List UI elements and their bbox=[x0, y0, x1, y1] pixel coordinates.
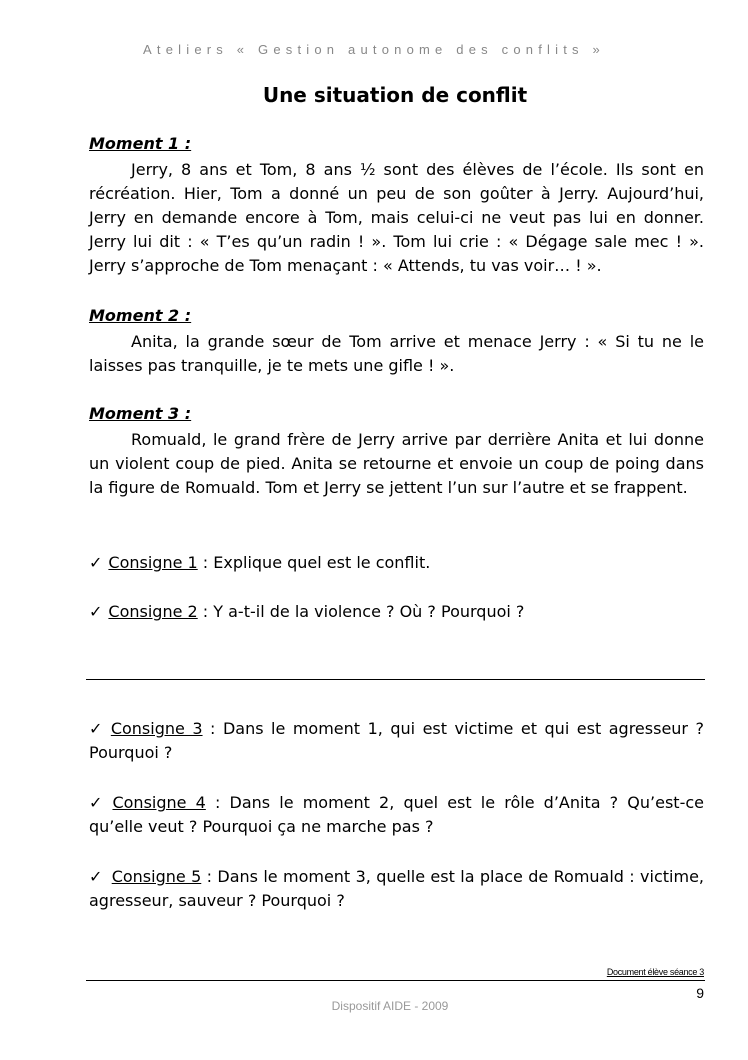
check-icon: ✓ bbox=[89, 553, 103, 572]
footer-credit: Dispositif AIDE - 2009 bbox=[331, 999, 449, 1013]
check-icon: ✓ bbox=[89, 793, 107, 812]
consigne-2 bbox=[89, 600, 704, 624]
consigne-3 bbox=[89, 717, 704, 765]
page-number: 9 bbox=[696, 985, 704, 1001]
moment-1-text: Jerry, 8 ans et Tom, 8 ans ½ sont des élèves de l’école. Ils sont en récréation. Hier, Tom a donné un peu de son goûter à Jerry. Aujourd’hui, Jerry en demande encore à Tom, mais celui-ci ne veut pas lui en donner. Jerry lui dit : « T’es qu’un radin ! ». Tom lui crie : « Dégage sale mec ! ». Jerry s’approche de Tom menaçant : « Attends, tu vas voir… ! ». bbox=[89, 160, 704, 275]
page-title: Une situation de conflit bbox=[262, 83, 528, 107]
moment-3-text: Romuald, le grand frère de Jerry arrive par derrière Anita et lui donne un violent coup de pied. Anita se retourne et envoie un coup de poing dans la figure de Romuald. Tom et Jerry se jettent l’un sur l’autre et se frappent. bbox=[89, 430, 704, 497]
consigne-1-label: Consigne 1 bbox=[108, 553, 198, 572]
consigne-3-text: : Dans le moment 1, qui est victime et qui est agresseur ? Pourquoi ? bbox=[89, 719, 704, 762]
moment-3-heading: Moment 3 : bbox=[89, 404, 192, 423]
moment-2-text: Anita, la grande sœur de Tom arrive et menace Jerry : « Si tu ne le laisses pas tranquille, je te mets une gifle ! ». bbox=[89, 332, 704, 375]
separator-line bbox=[86, 679, 705, 680]
consigne-3-label: Consigne 3 bbox=[110, 719, 203, 738]
consigne-5 bbox=[89, 865, 704, 913]
footer-line bbox=[86, 980, 705, 981]
consigne-4 bbox=[89, 791, 704, 839]
consigne-1-text: : Explique quel est le conflit. bbox=[197, 553, 431, 572]
consigne-5-label: Consigne 5 bbox=[111, 867, 202, 886]
consigne-5-text: : Dans le moment 3, quelle est la place de Romuald : victime, agresseur, sauveur ? Pourquoi ? bbox=[89, 867, 705, 910]
consigne-2-label: Consigne 2 bbox=[108, 602, 198, 621]
consigne-2-text: : Y a-t-il de la violence ? Où ? Pourquoi ? bbox=[197, 602, 525, 621]
consigne-4-label: Consigne 4 bbox=[112, 793, 206, 812]
check-icon: ✓ bbox=[89, 867, 103, 886]
consigne-1 bbox=[89, 551, 704, 575]
check-icon: ✓ bbox=[89, 602, 103, 621]
moment-1-heading: Moment 1 : bbox=[89, 134, 192, 153]
check-icon: ✓ bbox=[89, 719, 105, 738]
page-header: Ateliers « Gestion autonome des conflits » bbox=[143, 42, 605, 57]
document-label: Document élève séance 3 bbox=[606, 967, 704, 977]
consigne-4-text: : Dans le moment 2, quel est le rôle d’Anita ? Qu’est-ce qu’elle veut ? Pourquoi ça ne marche pas ? bbox=[89, 793, 704, 836]
moment-2-heading: Moment 2 : bbox=[89, 306, 192, 325]
